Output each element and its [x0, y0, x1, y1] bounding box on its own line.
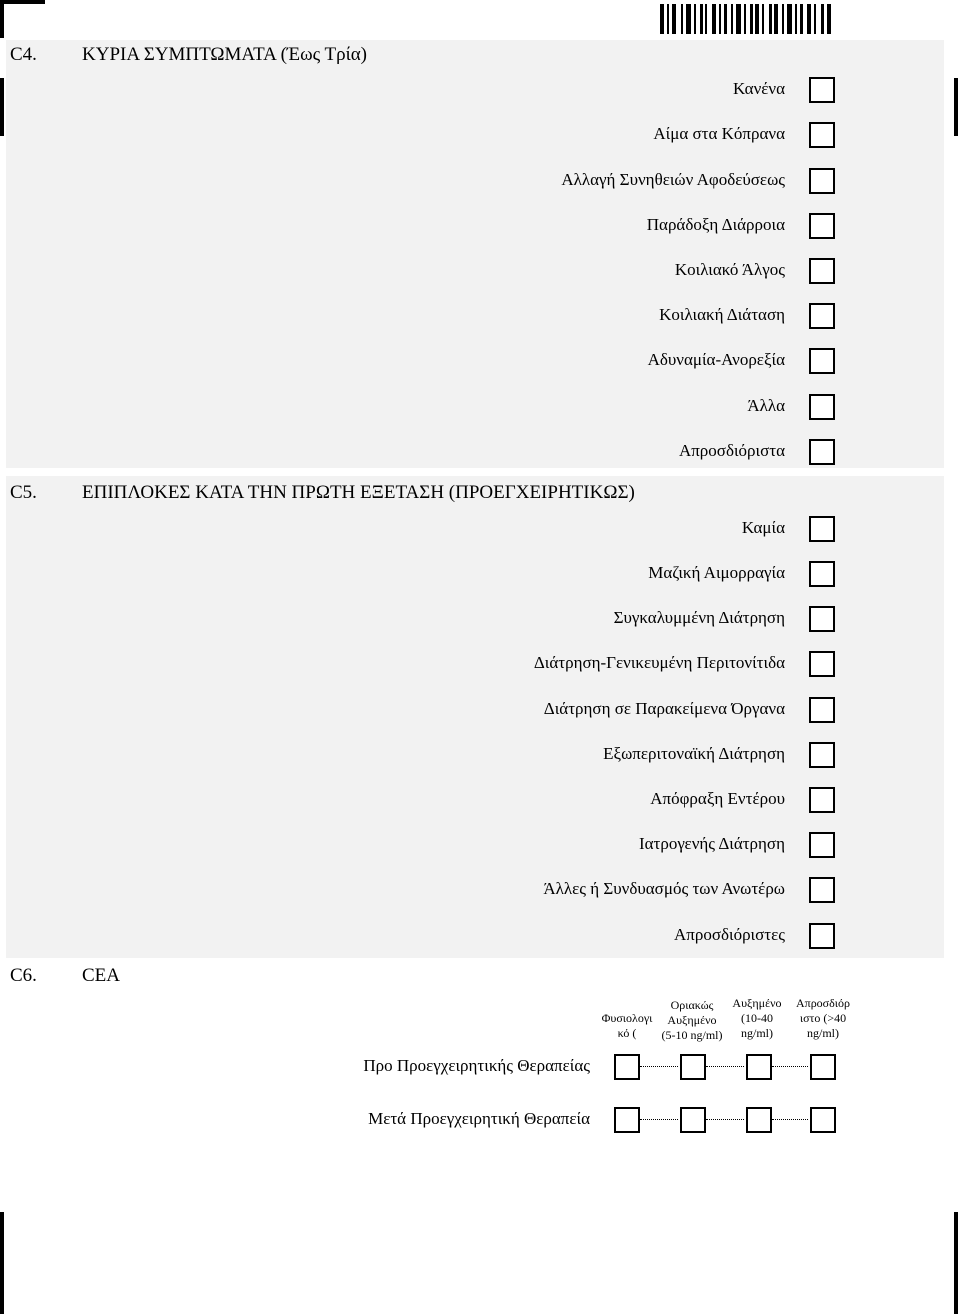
cea-header-line: Οριακώς	[670, 998, 714, 1012]
cea-checkbox[interactable]	[614, 1107, 640, 1133]
cea-dotted-connector	[706, 1119, 744, 1120]
cea-header-line: (5-10 ng/ml)	[661, 1028, 723, 1042]
c4-option-label: Αδυναμία-Ανορεξία	[647, 350, 785, 369]
c5-option-label: Ιατρογενής Διάτρηση	[638, 834, 785, 853]
corner-mark-left-mid	[0, 78, 4, 136]
cea-header-line: (10-40	[741, 1011, 773, 1025]
cea-dotted-connector	[640, 1066, 678, 1067]
cea-checkbox[interactable]	[746, 1107, 772, 1133]
c5-option-checkbox[interactable]	[809, 606, 835, 632]
c5-option-label: Απροσδιόριστες	[673, 925, 785, 944]
cea-column-header	[786, 996, 860, 1041]
section-c5-title: ΕΠΙΠΛΟΚΕΣ ΚΑΤΑ ΤΗΝ ΠΡΩΤΗ ΕΞΕΤΑΣΗ (ΠΡΟΕΓΧΕΙΡΗΤΙΚΩΣ)	[82, 482, 635, 503]
c4-option-checkbox[interactable]	[809, 168, 835, 194]
c5-option-checkbox[interactable]	[809, 516, 835, 542]
c4-option-checkbox[interactable]	[809, 258, 835, 284]
section-c4-title: ΚΥΡΙΑ ΣΥΜΠΤΩΜΑΤΑ (Έως Τρία)	[82, 44, 367, 65]
cea-checkbox[interactable]	[810, 1107, 836, 1133]
c4-option-checkbox[interactable]	[809, 348, 835, 374]
cea-checkbox[interactable]	[680, 1054, 706, 1080]
c5-option-label: Διάτρηση-Γενικευμένη Περιτονίτιδα	[533, 653, 785, 672]
c4-option-checkbox[interactable]	[809, 213, 835, 239]
c4-option-checkbox[interactable]	[809, 394, 835, 420]
cea-header-line: ιστο (>40	[799, 1011, 847, 1025]
cea-header-line: ng/ml)	[741, 1026, 773, 1040]
section-c4-number: C4.	[10, 44, 37, 65]
cea-header-line: Απροσδιόρ	[795, 996, 851, 1010]
cea-header-line: ng/ml)	[807, 1026, 839, 1040]
c4-option-label: Απροσδιόριστα	[678, 441, 785, 460]
c5-option-label: Καμία	[741, 518, 785, 537]
c4-option-checkbox[interactable]	[809, 122, 835, 148]
cea-checkbox[interactable]	[614, 1054, 640, 1080]
cea-dotted-connector	[640, 1119, 678, 1120]
c4-option-checkbox[interactable]	[809, 77, 835, 103]
section-c6-number: C6.	[10, 965, 37, 986]
c5-option-checkbox[interactable]	[809, 877, 835, 903]
section-c4-panel	[6, 40, 944, 468]
c5-option-label: Εξωπεριτοναϊκή Διάτρηση	[603, 744, 785, 763]
cea-dotted-connector	[772, 1066, 808, 1067]
cea-column-header	[722, 996, 792, 1041]
corner-mark-bottom-left	[0, 1212, 4, 1314]
c5-option-checkbox[interactable]	[809, 561, 835, 587]
cea-checkbox[interactable]	[746, 1054, 772, 1080]
corner-mark-top-left-horizontal	[0, 0, 45, 4]
cea-row-label: Μετά Προεγχειρητική Θεραπεία	[368, 1109, 590, 1128]
corner-mark-right-mid	[954, 78, 958, 136]
cea-checkbox[interactable]	[810, 1054, 836, 1080]
c5-option-checkbox[interactable]	[809, 651, 835, 677]
c5-option-label: Μαζική Αιμορραγία	[648, 563, 785, 582]
c5-option-checkbox[interactable]	[809, 832, 835, 858]
cea-column-header	[656, 998, 728, 1043]
corner-mark-top-left	[0, 0, 4, 38]
cea-dotted-connector	[772, 1119, 808, 1120]
cea-header-line: κό (	[617, 1026, 637, 1040]
cea-header-line: Φυσιολογι	[601, 1011, 653, 1025]
barcode-icon	[660, 4, 905, 34]
cea-row-label: Προ Προεγχειρητικής Θεραπείας	[363, 1056, 590, 1075]
c5-option-checkbox[interactable]	[809, 742, 835, 768]
cea-header-line: Αυξημένο	[667, 1013, 717, 1027]
cea-header-line: Αυξημένο	[732, 996, 782, 1010]
section-c5-number: C5.	[10, 482, 37, 503]
c4-option-checkbox[interactable]	[809, 303, 835, 329]
cea-column-header	[592, 1011, 662, 1041]
c5-option-checkbox[interactable]	[809, 923, 835, 949]
c4-option-checkbox[interactable]	[809, 439, 835, 465]
cea-checkbox[interactable]	[680, 1107, 706, 1133]
c5-option-checkbox[interactable]	[809, 697, 835, 723]
c5-option-label: Άλλες ή Συνδυασμός των Ανωτέρω	[543, 879, 785, 898]
c5-option-label: Διάτρηση σε Παρακείμενα Όργανα	[543, 699, 785, 718]
c4-option-label: Κοιλιακή Διάταση	[659, 305, 785, 324]
cea-dotted-connector	[706, 1066, 744, 1067]
c4-option-label: Κανένα	[733, 79, 785, 98]
c4-option-label: Κοιλιακό Άλγος	[674, 260, 785, 279]
c4-option-label: Αίμα στα Κόπρανα	[653, 124, 785, 143]
c5-option-label: Απόφραξη Εντέρου	[650, 789, 785, 808]
c4-option-label: Παράδοξη Διάρροια	[646, 215, 785, 234]
c5-option-checkbox[interactable]	[809, 787, 835, 813]
section-c5-panel	[6, 476, 944, 958]
c4-option-label: Αλλαγή Συνηθειών Αφοδεύσεως	[561, 170, 785, 189]
c5-option-label: Συγκαλυμμένη Διάτρηση	[613, 608, 785, 627]
corner-mark-bottom-right	[954, 1212, 958, 1314]
section-c6-title: CEA	[82, 965, 120, 986]
c4-option-label: Άλλα	[747, 396, 785, 415]
